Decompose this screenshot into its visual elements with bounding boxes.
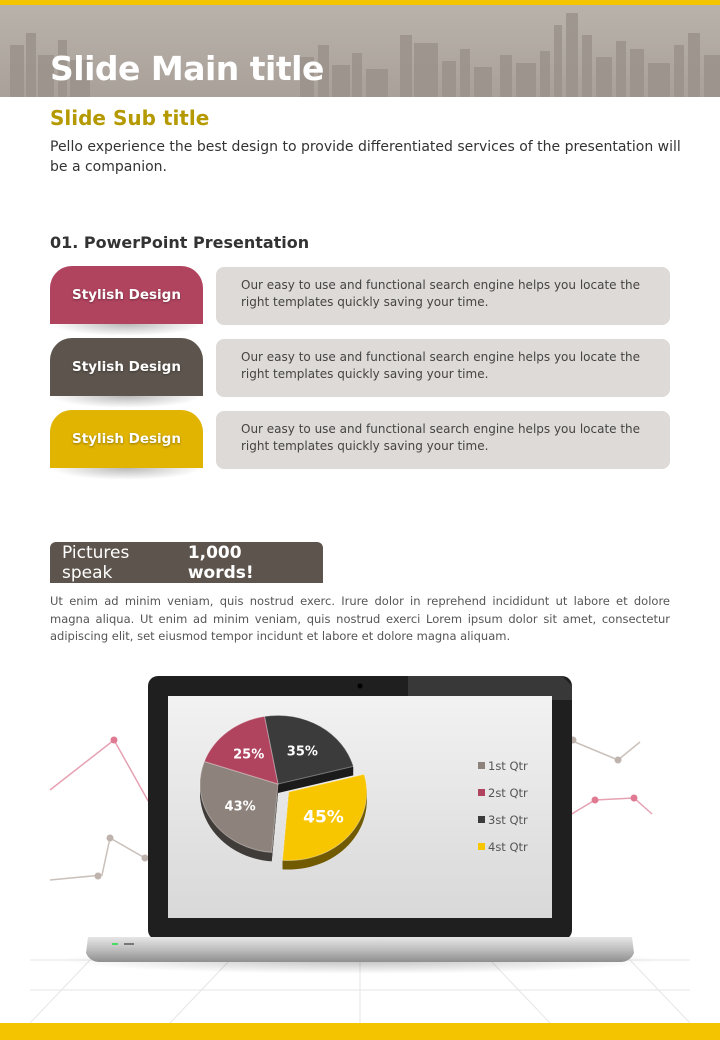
chart-legend	[478, 752, 528, 860]
pie-data-label: 25%	[233, 747, 265, 763]
legend-item	[478, 752, 528, 779]
legend-swatch	[478, 816, 485, 823]
laptop-graphic	[30, 660, 690, 1023]
feature-tab: Stylish Design	[50, 410, 203, 468]
feature-tab: Stylish Design	[50, 266, 203, 324]
feature-description: Our easy to use and functional search engine helps you locate the right templates quickly saving your time.	[216, 339, 670, 397]
body-paragraph: Ut enim ad minim veniam, quis nostrud exerc. Irure dolor in reprehend incididunt ut labore et dolore magna aliqua. Ut enim ad minim veniam, quis nostrud exerci Lorem ipsum dolor sit amet, consectetur adipiscing elit, set eiusmod tempor incidunt et labore et dolore magna aliquam.	[50, 594, 670, 643]
webcam-icon	[358, 684, 363, 689]
legend-item	[478, 833, 528, 860]
header-banner	[0, 5, 720, 97]
bottom-accent-bar	[0, 1023, 720, 1040]
feature-row	[50, 266, 670, 328]
feature-row	[50, 338, 670, 400]
legend-item	[478, 779, 528, 806]
slide-subtitle: Slide Sub title	[50, 106, 210, 130]
tab-shadow	[50, 324, 203, 336]
section-heading: 01. PowerPoint Presentation	[50, 233, 310, 252]
legend-label: 3st Qtr	[488, 812, 528, 827]
legend-label: 2st Qtr	[488, 785, 528, 800]
pie-data-label: 35%	[286, 744, 318, 760]
legend-swatch	[478, 789, 485, 796]
laptop-base	[86, 937, 634, 962]
tab-shadow	[50, 396, 203, 408]
tab-shadow	[50, 468, 203, 480]
legend-label: 4st Qtr	[488, 839, 528, 854]
pictures-banner	[50, 542, 323, 583]
legend-label: 1st Qtr	[488, 758, 528, 773]
page-title: Slide Main title	[50, 49, 324, 88]
pie-data-label: 43%	[224, 799, 256, 815]
feature-description: Our easy to use and functional search engine helps you locate the right templates quickly saving your time.	[216, 411, 670, 469]
legend-swatch	[478, 843, 485, 850]
feature-description: Our easy to use and functional search engine helps you locate the right templates quickly saving your time.	[216, 267, 670, 325]
banner-emphasis: 1,000 words!	[187, 542, 254, 583]
feature-row	[50, 410, 670, 472]
legend-item	[478, 806, 528, 833]
intro-paragraph: Pello experience the best design to provide differentiated services of the presentation will be a companion.	[50, 139, 681, 175]
banner-prefix: Pictures speak	[62, 542, 130, 583]
laptop-illustration	[30, 660, 690, 1023]
pie-data-label: 45%	[303, 807, 344, 828]
legend-swatch	[478, 762, 485, 769]
feature-tab: Stylish Design	[50, 338, 203, 396]
